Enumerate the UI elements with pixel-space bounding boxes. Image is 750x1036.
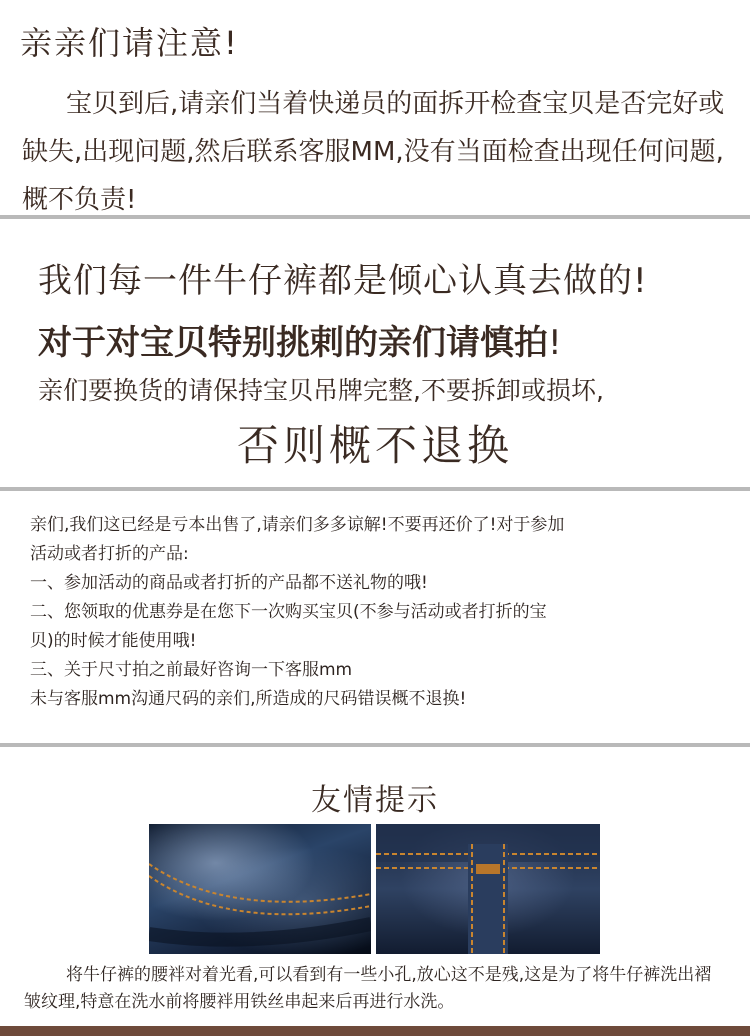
- terms-line: 未与客服mm沟通尺码的亲们,所造成的尺码错误概不退换!: [30, 689, 467, 709]
- tips-caption: [24, 962, 728, 1016]
- promise-section: [0, 219, 750, 487]
- belt-loop-art: [376, 824, 600, 954]
- terms-list: [30, 511, 730, 714]
- terms-line: 亲们,我们这已经是亏本出售了,请亲们多多谅解!不要再还价了!对于参加: [30, 515, 565, 535]
- promise-line-4: 否则概不退换: [236, 421, 513, 470]
- tips-title: 友情提示: [311, 783, 439, 818]
- terms-section: [0, 491, 750, 743]
- promise-line-1: 我们每一件牛仔裤都是倾心认真去做的!: [38, 261, 648, 301]
- promise-line-3: 亲们要换货的请保持宝贝吊牌完整,不要拆卸或损坏,: [38, 376, 604, 405]
- promise-line-2-punct: !: [548, 323, 562, 363]
- tips-section: [0, 747, 750, 1036]
- bottom-bar: [0, 1026, 750, 1036]
- notice-body-text: 宝贝到后,请亲们当着快递员的面拆开检查宝贝是否完好或缺失,出现问题,然后联系客服MM,没有当面检查出现任何问题,概不负责!: [22, 89, 725, 215]
- terms-line: 二、您领取的优惠券是在您下一次购买宝贝(不参与活动或者打折的宝: [30, 602, 547, 622]
- terms-line: 贝)的时候才能使用哦!: [30, 631, 197, 651]
- notice-body: [22, 80, 732, 224]
- jeans-belt-loop-photo: [376, 824, 600, 954]
- waistband-stitch-art: [149, 824, 371, 954]
- jeans-waistband-photo: [149, 824, 371, 954]
- notice-section: [0, 0, 750, 215]
- terms-line: 活动或者打折的产品:: [30, 544, 189, 564]
- notice-title: 亲亲们请注意!: [20, 24, 239, 62]
- promise-line-2: [38, 315, 562, 364]
- terms-line: 一、参加活动的商品或者打折的产品都不送礼物的哦!: [30, 573, 428, 593]
- terms-line: 三、关于尺寸拍之前最好咨询一下客服mm: [30, 660, 353, 680]
- tips-caption-text: 将牛仔裤的腰袢对着光看,可以看到有一些小孔,放心这不是残,这是为了将牛仔裤洗出褶皱纹理,特意在洗水前将腰袢用铁丝串起来后再进行水洗。: [24, 965, 712, 1012]
- promise-line-2-text: 对于对宝贝特别挑剌的亲们请慎拍: [38, 323, 548, 363]
